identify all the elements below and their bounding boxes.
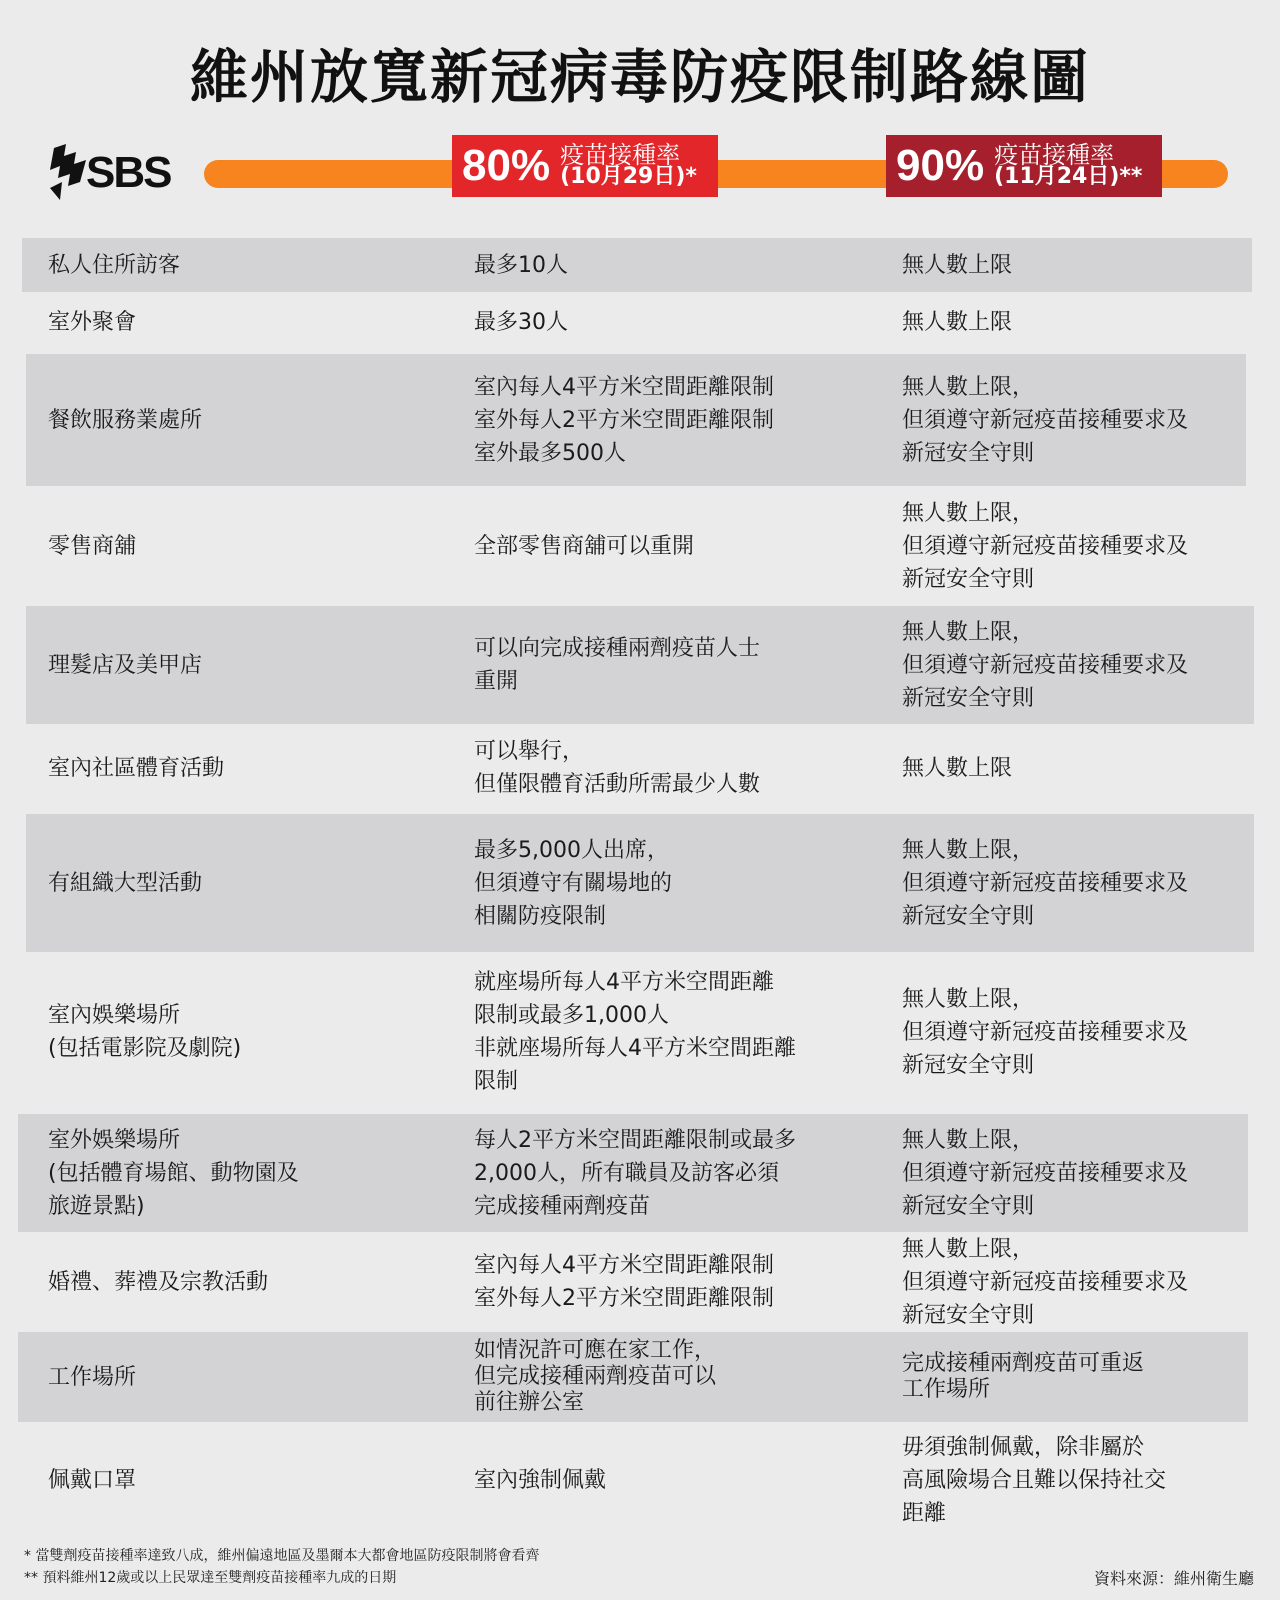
source-credit: 資料來源：維州衛生廳 (1093, 1569, 1254, 1588)
row-80-rule: 全部零售商舖可以重開 (474, 533, 695, 559)
table-row (18, 1332, 1248, 1422)
milestone-date: (11月24日)** (994, 164, 1143, 189)
row-80-rule: 最多5,000人出席， 但須遵守有關場地的 相關防疫限制 (474, 837, 673, 929)
row-90-rule: 無人數上限， 但須遵守新冠疫苗接種要求及 新冠安全守則 (902, 374, 1189, 466)
milestone-date: (10月29日)* (560, 164, 697, 189)
row-category: 工作場所 (48, 1364, 137, 1390)
milestone-90-badge (886, 135, 1162, 197)
table-row (18, 1114, 1248, 1232)
row-90-rule: 無人數上限， 但須遵守新冠疫苗接種要求及 新冠安全守則 (902, 1236, 1189, 1328)
row-category: 室內社區體育活動 (48, 755, 225, 781)
row-category: 餐飲服務業處所 (48, 407, 203, 433)
sbs-logo-text: SBS (86, 148, 171, 197)
row-category: 零售商舖 (48, 533, 137, 559)
table-row (26, 354, 1246, 486)
table-row (22, 952, 1252, 1112)
row-90-rule: 無人數上限 (902, 755, 1013, 781)
milestone-80-badge (452, 135, 718, 197)
table-row (22, 486, 1252, 606)
footnotes (24, 1545, 539, 1589)
row-80-rule: 最多30人 (474, 309, 568, 335)
row-category: 婚禮、葬禮及宗教活動 (48, 1269, 269, 1295)
sbs-logo (46, 138, 206, 208)
row-80-rule: 室內強制佩戴 (474, 1467, 607, 1493)
table-row (26, 814, 1254, 952)
table-row (22, 1232, 1252, 1332)
page-title: 維州放寬新冠病毒防疫限制路線圖 (189, 43, 1090, 111)
row-category: 私人住所訪客 (48, 252, 181, 278)
table-row (22, 292, 1252, 352)
row-90-rule: 毋須強制佩戴，除非屬於 高風險場合且難以保持社交 距離 (902, 1434, 1167, 1526)
milestone-label: 疫苗接種率 (994, 141, 1115, 169)
row-90-rule: 無人數上限， 但須遵守新冠疫苗接種要求及 新冠安全守則 (902, 986, 1189, 1078)
row-90-rule: 無人數上限， 但須遵守新冠疫苗接種要求及 新冠安全守則 (902, 500, 1189, 592)
row-90-rule: 無人數上限， 但須遵守新冠疫苗接種要求及 新冠安全守則 (902, 837, 1189, 929)
footnote: * 當雙劑疫苗接種率達致八成，維州偏遠地區及墨爾本大都會地區防疫限制將會看齊 (24, 1548, 540, 1564)
row-category: 理髮店及美甲店 (48, 652, 203, 678)
row-80-rule: 最多10人 (474, 252, 568, 278)
row-80-rule: 室內每人4平方米空間距離限制 室外每人2平方米空間距離限制 (474, 1253, 774, 1311)
milestone-pct: 80% (462, 141, 551, 190)
row-category: 室外娛樂場所 (包括體育場館、動物園及 旅遊景點) (48, 1127, 299, 1219)
table-row (26, 606, 1254, 724)
row-80-rule: 如情況許可應在家工作， 但完成接種兩劑疫苗可以 前往辦公室 (474, 1338, 717, 1415)
row-category: 室內娛樂場所 (包括電影院及劇院) (48, 1003, 242, 1061)
table-row (22, 238, 1252, 292)
table-row (22, 1424, 1252, 1536)
row-90-rule: 無人數上限， 但須遵守新冠疫苗接種要求及 新冠安全守則 (902, 619, 1189, 711)
row-category: 佩戴口罩 (48, 1467, 137, 1493)
row-90-rule: 無人數上限 (902, 309, 1013, 335)
row-80-rule: 每人2平方米空間距離限制或最多 2,000人，所有職員及訪客必須 完成接種兩劑疫苗 (474, 1127, 796, 1219)
row-category: 室外聚會 (48, 309, 137, 335)
row-90-rule: 無人數上限， 但須遵守新冠疫苗接種要求及 新冠安全守則 (902, 1127, 1189, 1219)
table-row (22, 724, 1252, 812)
milestone-pct: 90% (896, 141, 985, 190)
row-category: 有組織大型活動 (48, 870, 203, 896)
row-80-rule: 室內每人4平方米空間距離限制 室外每人2平方米空間距離限制 室外最多500人 (474, 374, 774, 466)
sbs-logo-icon (46, 142, 88, 204)
milestone-label: 疫苗接種率 (560, 141, 681, 169)
row-90-rule: 完成接種兩劑疫苗可重返 工作場所 (902, 1351, 1145, 1402)
row-80-rule: 就座場所每人4平方米空間距離 限制或最多1,000人 非就座場所每人4平方米空間距離 限制 (474, 970, 796, 1094)
row-90-rule: 無人數上限 (902, 252, 1013, 278)
footnote: ** 預料維州12歲或以上民眾達至雙劑疫苗接種率九成的日期 (24, 1570, 397, 1586)
row-80-rule: 可以舉行， 但僅限體育活動所需最少人數 (474, 739, 761, 797)
row-80-rule: 可以向完成接種兩劑疫苗人士 重開 (474, 636, 761, 694)
